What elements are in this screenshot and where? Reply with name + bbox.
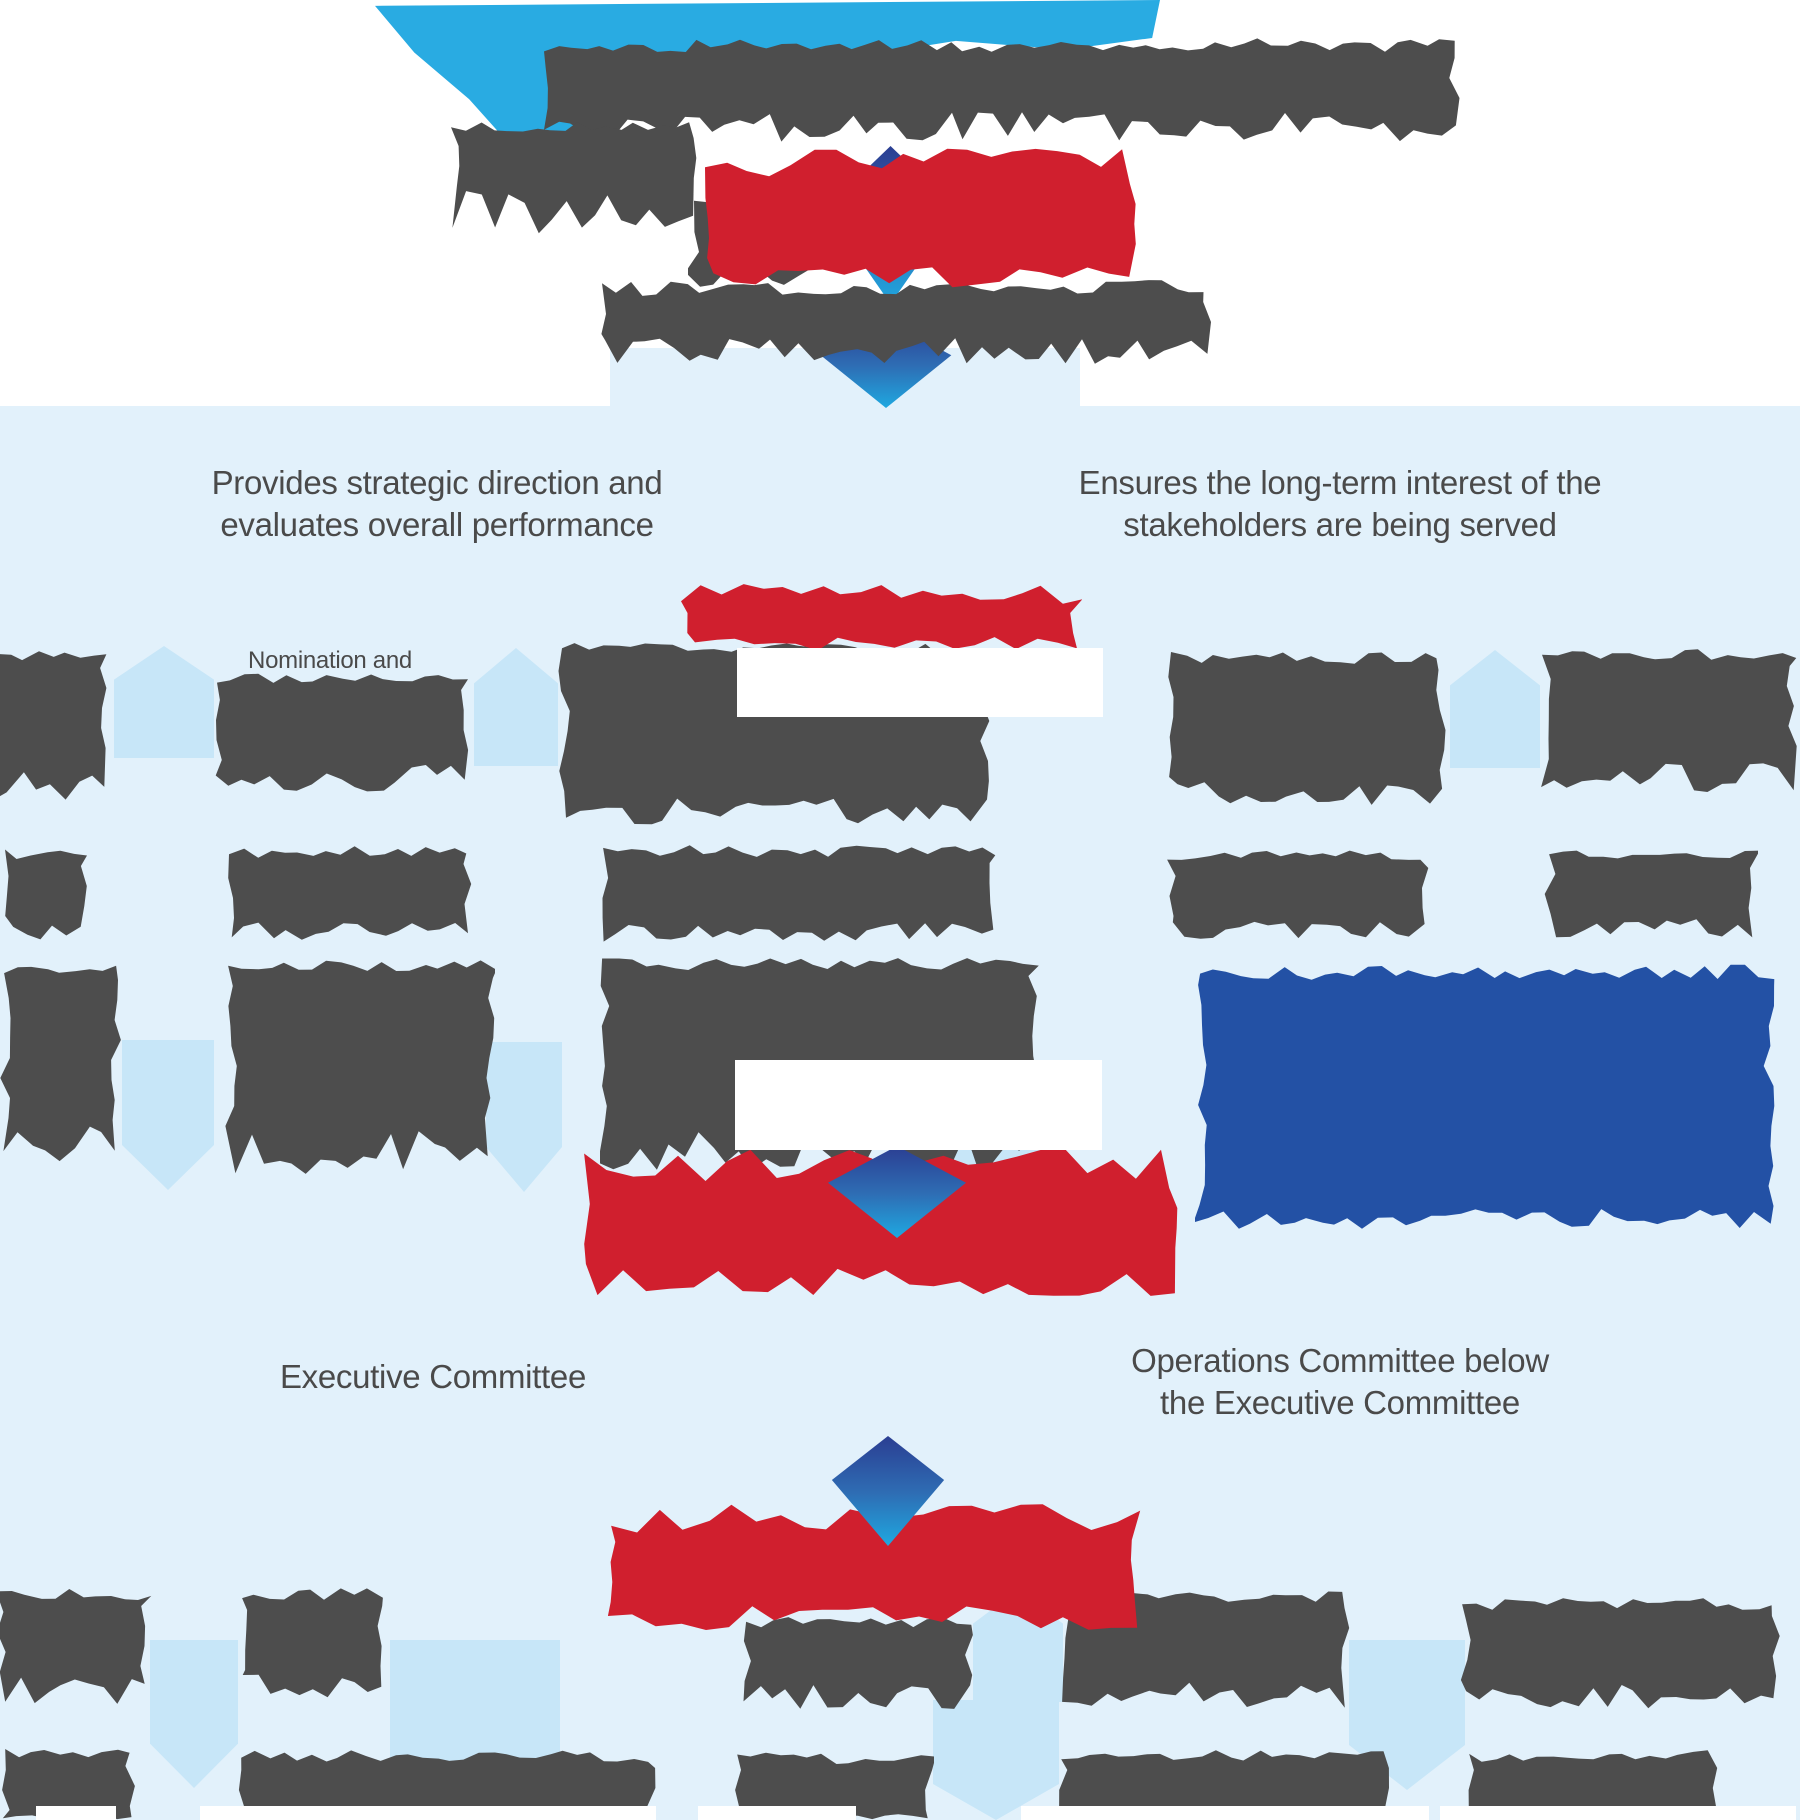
committee-label-box: [1440, 1806, 1796, 1820]
top-heading-text-blob: [540, 38, 1460, 142]
committee-blob-r3c1: [0, 962, 122, 1162]
ops-committee-caption: [1040, 1340, 1640, 1424]
top-heading-melt-blob-left: [448, 122, 698, 234]
board-caption-right: [1040, 462, 1640, 546]
board-caption-right-line1: Ensures the long-term interest of the: [1078, 464, 1602, 501]
committee-label-box: [735, 1060, 1102, 1150]
committee-blob-r1c4: [1168, 652, 1448, 805]
committee-partial-label: Nomination and: [248, 647, 412, 674]
board-title-red-blob: [700, 148, 1136, 288]
committee-label-box: [36, 1806, 116, 1820]
exec-committee-caption: Executive Committee: [279, 1358, 587, 1395]
ops-committee-caption-line1: Operations Committee below: [1131, 1342, 1549, 1379]
committee-blob-r2c4: [1165, 850, 1429, 940]
board-caption-right-line2: stakeholders are being served: [1123, 506, 1557, 543]
board-caption-left-line1: Provides strategic direction and: [211, 464, 663, 501]
committee-label-box: [1021, 1806, 1429, 1820]
committee-label-box: [200, 1806, 656, 1820]
ops-committee-caption-line2: the Executive Committee: [1160, 1384, 1520, 1421]
board-caption-left: [137, 462, 737, 546]
highlight-committee-navy-blob: [1195, 964, 1775, 1229]
committee-blob-r3c2: [225, 960, 495, 1175]
committee-blob-r2c3: [600, 845, 1000, 942]
committee-blob-r2c1: [0, 848, 88, 940]
board-caption-left-line2: evaluates overall performance: [220, 506, 654, 543]
committee-label-box: [698, 1806, 856, 1820]
committee-label-box: [737, 648, 1103, 717]
committee-blob-r2c5: [1544, 850, 1758, 938]
